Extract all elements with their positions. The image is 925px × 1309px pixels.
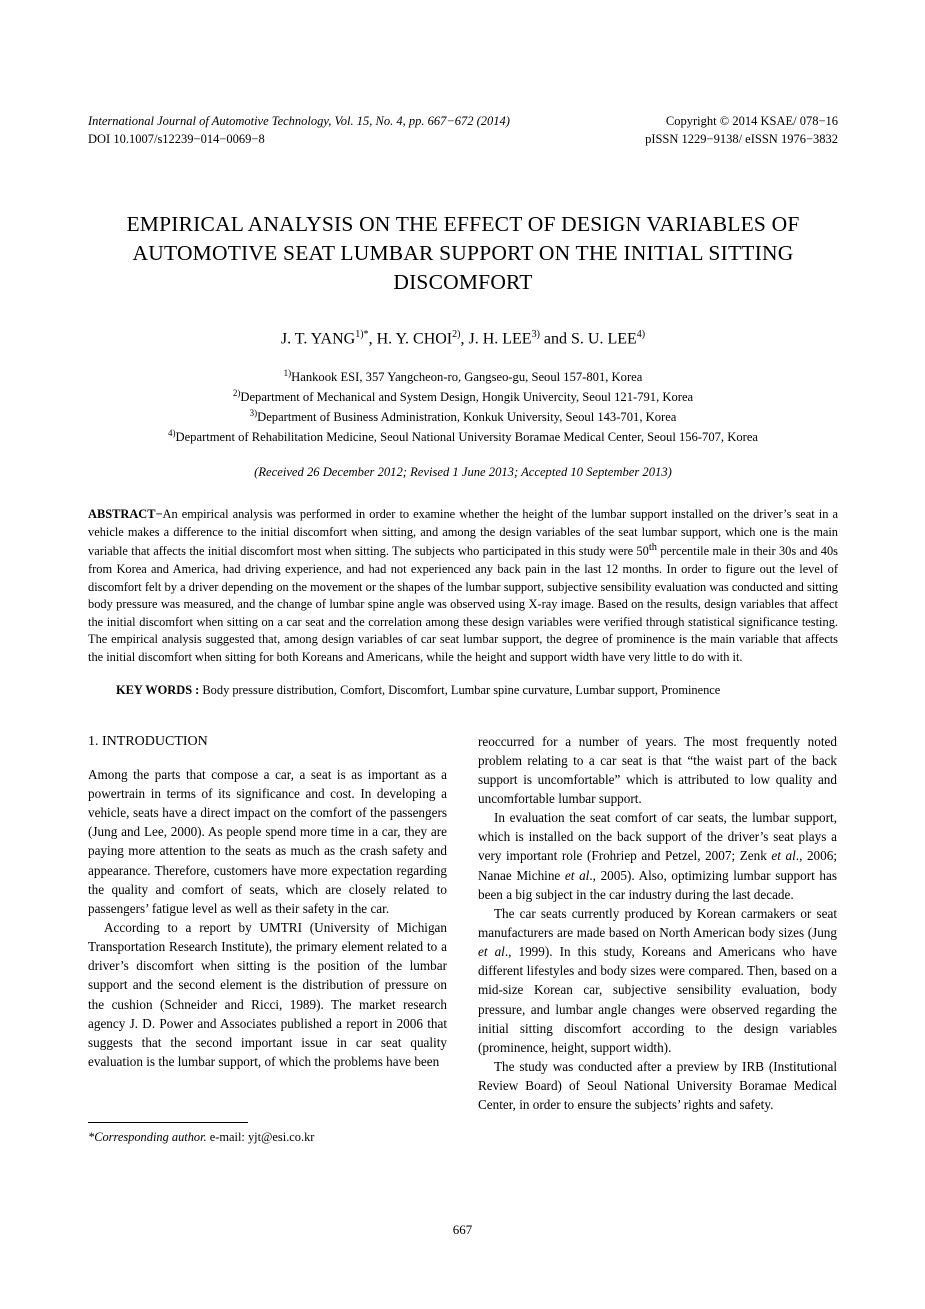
- received-dates: (Received 26 December 2012; Revised 1 June 2013; Accepted 10 September 2013): [254, 464, 672, 479]
- abstract-label: ABSTRACT−: [88, 506, 163, 521]
- footnote-area: [88, 1122, 447, 1145]
- issn: pISSN 1229−9138/ eISSN 1976−3832: [645, 132, 838, 147]
- affiliations: [88, 367, 838, 447]
- footnote-label: *Corresponding author.: [88, 1130, 207, 1144]
- abstract-text: An empirical analysis was performed in order to examine whether the height of the lumbar support installed on the driver’s seat in a vehicle makes a difference to the initial discomfort when sitting, and among the design variables of the seat lumbar support, which one is the main variable that affects the initial discomfort most when sitting. The subjects who participated in this study were 50th percentile male in their 30s and 40s from Korea and America, had driving experience, and had not experienced any back pain in the last 12 months. In order to figure out the level of discomfort felt by a driver depending on the movement or the shapes of the lumbar support, subjective sensibility evaluation was conducted and sitting body pressure was measured, and the change of lumbar spine angle was observed using X-ray image. Based on the results, design variables that affect the initial discomfort when sitting on a car seat and the correlation among these design variables were verified through statistical significance testing. The empirical analysis suggested that, among design variables of car seat lumbar support, the degree of prominence is the main variable that affects the initial discomfort when sitting for both Koreans and Americans, while the height and support width have very little to do with it.: [88, 506, 838, 664]
- page-content: [88, 112, 838, 1114]
- journal-citation: International Journal of Automotive Technology, Vol. 15, No. 4, pp. 667−672 (2014): [88, 114, 510, 128]
- affiliation-2: $^{2)}$Department of Mechanical and System Design, Hongik Univercity, Seoul 121-791, Korea: [232, 387, 694, 404]
- header-left: [88, 112, 553, 148]
- header-right: [568, 112, 838, 148]
- page-header: [88, 112, 838, 148]
- footnote-rule: [88, 1122, 248, 1123]
- paragraph: In evaluation the seat comfort of car seats, the lumbar support, which is installed on the back support of the driver’s seat plays a very important role (Frohriep and Petzel, 2007; Zenk et al., 2006; Nanae Michine et al., 2005). Also, optimizing lumbar support has been a big subject in the car industry during the last decade.: [478, 810, 837, 902]
- column-right: [478, 732, 837, 1115]
- page-title: EMPIRICAL ANALYSIS ON THE EFFECT OF DESIGN VARIABLES OF AUTOMOTIVE SEAT LUMBAR SUPPORT ON THE INITIAL SITTING DISCOMFORT: [126, 212, 800, 295]
- paragraph: reoccurred for a number of years. The most frequently noted problem relating to a car seat is that “the waist part of the back support is uncomfortable” which is attributed to low quality and uncomfortable lumbar support.: [478, 733, 837, 806]
- body-columns: [88, 732, 838, 1115]
- doi: DOI 10.1007/s12239−014−0069−8: [88, 132, 265, 147]
- author-list: J. T. $YANG^{1)*}$, H. Y. CHOI$^{2)}$, J. H. LEE$^{3)}$ and S. U. LEE$^{4)}$: [280, 329, 646, 348]
- keywords-text: Body pressure distribution, Comfort, Discomfort, Lumbar spine curvature, Lumbar support, Prominence: [199, 682, 721, 697]
- affiliation-3: $^{3)}$Department of Business Administration, Konkuk University, Seoul 143-701, Korea: [249, 407, 677, 424]
- copyright: Copyright © 2014 KSAE/ 078−16: [665, 114, 838, 128]
- page-number: 667: [452, 1222, 473, 1237]
- paragraph: The car seats currently produced by Korean carmakers or seat manufacturers are made based on North American body sizes (Jung et al., 1999). In this study, Koreans and Americans who have different lifestyles and body sizes were compared. Then, based on a mid-size Korean car, subjective sensibility evaluation, body pressure, and lumbar angle changes were observed regarding the initial sitting discomfort according to the design variables (prominence, height, support width).: [478, 905, 837, 1055]
- affiliation-1: $^{1)}$Hankook ESI, 357 Yangcheon-ro, Gangseo-gu, Seoul 157-801, Korea: [283, 367, 643, 384]
- paragraph: According to a report by UMTRI (University of Michigan Transportation Research Institute), the primary element related to a driver’s discomfort when sitting is the position of the lumbar support and the second element is the distribution of pressure on the cushion (Schneider and Ricci, 1989). The market research agency J. D. Power and Associates published a report in 2006 that suggests that the second important issue in car seat quality evaluation is the lumbar support, of which the problems have been: [88, 919, 447, 1069]
- column-left: [88, 732, 447, 1115]
- corresponding-author-note: [88, 1130, 447, 1145]
- keywords: [88, 683, 838, 698]
- paragraph: Among the parts that compose a car, a seat is as important as a powertrain in terms of its significance and cost. In developing a vehicle, seats have a direct impact on the comfort of the passengers (Jung and Lee, 2000). As people spend more time in a car, they are paying more attention to the seats as much as the crash safety and appearance. Therefore, customers have more expectation regarding the quality and comfort of seats, which are closely related to passengers’ fatigue level as well as their safety in the car.: [88, 766, 447, 916]
- keywords-label: KEY WORDS :: [116, 682, 200, 697]
- footnote-email: e-mail: yjt@esi.co.kr: [206, 1130, 315, 1144]
- abstract: [88, 506, 838, 667]
- affiliation-4: $^{4)}$Department of Rehabilitation Medicine, Seoul National University Boramae Medical Center, Seoul 156-707, Korea: [168, 427, 758, 445]
- section-heading-introduction: 1. INTRODUCTION: [88, 733, 208, 749]
- paragraph: The study was conducted after a preview by IRB (Institutional Review Board) of Seoul National University Boramae Medical Center, in order to ensure the subjects’ rights and safety.: [478, 1058, 837, 1113]
